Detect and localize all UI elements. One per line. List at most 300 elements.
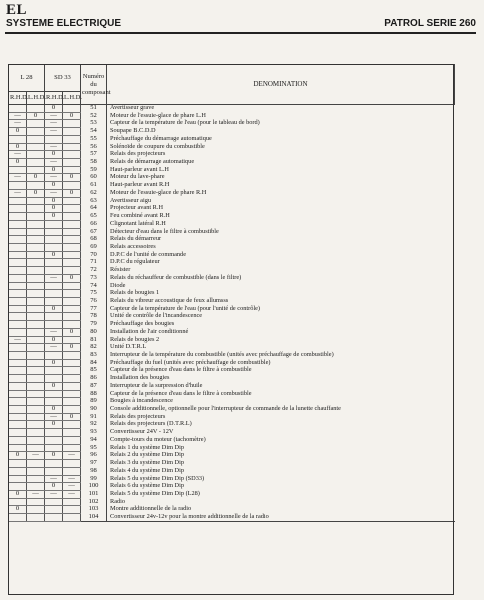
applicability-cell xyxy=(63,205,81,213)
applicability-cell xyxy=(27,475,45,483)
component-denomination: D.P.C du régulateur xyxy=(110,258,160,266)
component-number: 68 xyxy=(81,236,107,244)
table-row xyxy=(9,413,455,421)
table-row xyxy=(9,436,455,444)
table-row xyxy=(9,328,455,336)
applicability-cell xyxy=(27,290,45,298)
component-denomination: Relais 4 du système Dim Dip xyxy=(110,466,184,474)
applicability-cell xyxy=(9,267,27,275)
applicability-cell xyxy=(27,305,45,313)
component-denomination: Détecteur d'eau dans le filtre à combustible xyxy=(110,227,219,235)
applicability-cell: 0 xyxy=(45,359,63,367)
applicability-cell xyxy=(63,367,81,375)
component-number: 56 xyxy=(81,143,107,151)
component-number: 88 xyxy=(81,390,107,398)
component-number: 82 xyxy=(81,344,107,352)
applicability-cell xyxy=(63,143,81,151)
component-number: 86 xyxy=(81,375,107,383)
component-number: 92 xyxy=(81,421,107,429)
subcol-l28-rhd: R.H.D. xyxy=(9,92,27,105)
applicability-cell xyxy=(63,282,81,290)
component-denomination: Installation des bougies xyxy=(110,374,170,382)
component-denomination: Projecteur avant R.H xyxy=(110,204,163,212)
component-denomination: Relais de démarrage automatique xyxy=(110,158,195,166)
applicability-cell: — xyxy=(63,483,81,491)
applicability-cell xyxy=(45,460,63,468)
applicability-cell xyxy=(9,213,27,221)
applicability-cell xyxy=(63,220,81,228)
applicability-cell: 0 xyxy=(45,213,63,221)
applicability-cell: 0 xyxy=(9,143,27,151)
component-denomination: Clignotant latéral R.H xyxy=(110,219,166,227)
component-number: 84 xyxy=(81,359,107,367)
component-denomination: Relais des projecteurs xyxy=(110,412,166,420)
applicability-cell xyxy=(63,120,81,128)
component-denomination: Convertisseur 24V - 12V xyxy=(110,428,174,436)
table-row xyxy=(9,514,455,522)
applicability-cell: — xyxy=(45,128,63,136)
applicability-cell xyxy=(27,297,45,305)
table-row xyxy=(9,452,455,460)
table-row xyxy=(9,105,455,113)
applicability-cell xyxy=(9,220,27,228)
component-denomination: Interrupteur de la température du combustible (unités avec préchauffage de combustible) xyxy=(110,351,334,358)
col-sd33-header: SD 33 xyxy=(45,65,81,92)
component-number: 90 xyxy=(81,406,107,414)
component-number: 83 xyxy=(81,352,107,360)
table-row xyxy=(9,220,455,228)
component-number: 103 xyxy=(81,506,107,514)
component-denomination: Relais 1 du système Dim Dip xyxy=(110,443,184,451)
table-row xyxy=(9,406,455,414)
applicability-cell: 0 xyxy=(45,305,63,313)
subcol-l28-lhd: L.H.D. xyxy=(27,92,45,105)
applicability-cell xyxy=(45,236,63,244)
component-number: 102 xyxy=(81,498,107,506)
applicability-cell: — xyxy=(9,120,27,128)
applicability-cell xyxy=(63,398,81,406)
applicability-cell xyxy=(27,498,45,506)
component-number: 62 xyxy=(81,189,107,197)
applicability-cell xyxy=(45,390,63,398)
component-number: 67 xyxy=(81,228,107,236)
applicability-cell xyxy=(63,467,81,475)
applicability-cell xyxy=(27,460,45,468)
table-row xyxy=(9,282,455,290)
applicability-cell: 0 xyxy=(63,344,81,352)
component-number: 61 xyxy=(81,182,107,190)
applicability-cell xyxy=(63,290,81,298)
applicability-cell xyxy=(63,390,81,398)
applicability-cell xyxy=(63,429,81,437)
applicability-cell: 0 xyxy=(63,189,81,197)
component-number: 63 xyxy=(81,197,107,205)
applicability-cell xyxy=(45,243,63,251)
applicability-cell xyxy=(27,436,45,444)
table-row xyxy=(9,382,455,390)
table-row xyxy=(9,321,455,329)
component-denomination: Moteur du lave-phare xyxy=(110,173,165,181)
component-denomination: Compte-tours du moteur (tachomètre) xyxy=(110,435,206,443)
component-denomination: Relais 5 du système Dim Dip (L28) xyxy=(110,489,200,497)
component-denomination: Moteur de l'essuie-glace de phare L.H xyxy=(110,111,206,119)
component-number: 77 xyxy=(81,305,107,313)
applicability-cell xyxy=(27,421,45,429)
applicability-cell xyxy=(27,467,45,475)
applicability-cell xyxy=(63,159,81,167)
applicability-cell xyxy=(27,375,45,383)
applicability-cell xyxy=(63,421,81,429)
component-denomination: Relais de bougies 2 xyxy=(110,335,160,343)
applicability-cell: — xyxy=(45,328,63,336)
applicability-cell: 0 xyxy=(27,189,45,197)
component-denomination: Relais 5 du système Dim Dip (SD33) xyxy=(110,474,205,482)
applicability-cell: 0 xyxy=(45,452,63,460)
component-number: 97 xyxy=(81,460,107,468)
table-row xyxy=(9,120,455,128)
section-title: SYSTEME ELECTRIQUE xyxy=(6,18,122,29)
applicability-cell xyxy=(27,367,45,375)
applicability-cell xyxy=(27,390,45,398)
component-denomination: Capteur de la présence d'eau dans le filtre à combustible xyxy=(110,366,252,374)
applicability-cell: — xyxy=(9,189,27,197)
component-number: 76 xyxy=(81,297,107,305)
component-number: 96 xyxy=(81,452,107,460)
applicability-cell xyxy=(27,236,45,244)
component-number: 87 xyxy=(81,382,107,390)
applicability-cell xyxy=(27,151,45,159)
applicability-cell xyxy=(45,282,63,290)
component-number: 58 xyxy=(81,159,107,167)
table-row xyxy=(9,498,455,506)
applicability-cell: 0 xyxy=(27,112,45,120)
applicability-cell xyxy=(45,506,63,514)
applicability-cell xyxy=(9,421,27,429)
applicability-cell xyxy=(63,506,81,514)
applicability-cell xyxy=(9,390,27,398)
applicability-cell: 0 xyxy=(63,112,81,120)
applicability-cell xyxy=(63,359,81,367)
component-denomination: Préchauffage des bougies xyxy=(110,320,175,328)
applicability-cell xyxy=(9,205,27,213)
applicability-cell xyxy=(63,514,81,522)
component-denomination: Préchauffage du démarrage automatique xyxy=(110,134,212,142)
component-number: 74 xyxy=(81,282,107,290)
component-denomination: Avertisseur aigu xyxy=(110,196,151,204)
applicability-cell: 0 xyxy=(9,159,27,167)
component-denomination: Capteur de la présence d'eau dans le filtre à combustible xyxy=(110,389,252,397)
applicability-cell: 0 xyxy=(45,151,63,159)
table-row xyxy=(9,490,455,498)
component-number: 65 xyxy=(81,213,107,221)
applicability-cell: — xyxy=(63,452,81,460)
applicability-cell: — xyxy=(27,490,45,498)
applicability-cell xyxy=(9,328,27,336)
table-body xyxy=(9,105,455,522)
applicability-cell xyxy=(27,135,45,143)
table-row xyxy=(9,236,455,244)
applicability-cell xyxy=(27,128,45,136)
table-row xyxy=(9,228,455,236)
applicability-cell: 0 xyxy=(45,182,63,190)
applicability-cell xyxy=(63,460,81,468)
applicability-cell: — xyxy=(45,274,63,282)
applicability-cell: — xyxy=(45,159,63,167)
applicability-cell: 0 xyxy=(45,421,63,429)
table-row xyxy=(9,483,455,491)
component-denomination: Relais des projecteurs xyxy=(110,150,166,158)
applicability-cell: — xyxy=(45,112,63,120)
component-number: 95 xyxy=(81,444,107,452)
component-number: 60 xyxy=(81,174,107,182)
applicability-cell: 0 xyxy=(45,105,63,113)
applicability-cell: — xyxy=(45,413,63,421)
table-row xyxy=(9,274,455,282)
applicability-cell xyxy=(27,336,45,344)
table-row xyxy=(9,375,455,383)
applicability-cell: — xyxy=(45,344,63,352)
applicability-cell xyxy=(45,467,63,475)
applicability-cell xyxy=(9,359,27,367)
applicability-cell xyxy=(27,120,45,128)
component-number: 91 xyxy=(81,413,107,421)
applicability-cell: 0 xyxy=(63,413,81,421)
component-denomination: Unité D.T.R.L xyxy=(110,343,147,351)
component-number: 98 xyxy=(81,467,107,475)
table-row xyxy=(9,174,455,182)
applicability-cell xyxy=(27,205,45,213)
table-row xyxy=(9,290,455,298)
applicability-cell xyxy=(9,297,27,305)
applicability-cell: — xyxy=(45,174,63,182)
applicability-cell xyxy=(9,251,27,259)
component-denomination: Relais de bougies 1 xyxy=(110,289,160,297)
applicability-cell xyxy=(9,305,27,313)
applicability-cell xyxy=(45,290,63,298)
applicability-cell xyxy=(63,135,81,143)
applicability-cell xyxy=(63,498,81,506)
applicability-cell xyxy=(45,436,63,444)
component-denomination: Relais du vibreur accoustique de feux allumsss xyxy=(110,296,229,304)
component-number: 94 xyxy=(81,436,107,444)
applicability-cell: — xyxy=(45,143,63,151)
table-row xyxy=(9,213,455,221)
component-denomination: Unité de contrôle de l'incandescence xyxy=(110,312,203,320)
table-row xyxy=(9,159,455,167)
applicability-cell xyxy=(63,375,81,383)
component-denomination: Interrupteur de la surpression d'huile xyxy=(110,381,203,389)
component-number: 55 xyxy=(81,135,107,143)
table-row xyxy=(9,390,455,398)
applicability-cell xyxy=(27,267,45,275)
component-denomination: Diode xyxy=(110,281,126,289)
applicability-cell xyxy=(9,236,27,244)
component-denomination: Console additionnelle, optionnelle pour l'interrupteur de commande de la lunette chauffante xyxy=(110,405,341,413)
applicability-cell xyxy=(27,406,45,414)
applicability-cell: 0 xyxy=(45,336,63,344)
applicability-cell xyxy=(45,498,63,506)
applicability-cell: 0 xyxy=(45,205,63,213)
applicability-cell xyxy=(63,251,81,259)
applicability-cell xyxy=(9,514,27,522)
component-number: 69 xyxy=(81,243,107,251)
applicability-cell xyxy=(27,243,45,251)
component-denomination: Installation de l'air conditionné xyxy=(110,327,189,335)
applicability-cell xyxy=(27,321,45,329)
component-denomination: Préchauffage du fuel (unités avec préchauffage de combustible) xyxy=(110,358,271,366)
applicability-cell xyxy=(27,398,45,406)
component-denomination: Relais du démarreur xyxy=(110,235,162,243)
table-row xyxy=(9,259,455,267)
applicability-cell xyxy=(27,259,45,267)
applicability-cell xyxy=(27,506,45,514)
applicability-cell xyxy=(9,290,27,298)
applicability-cell xyxy=(45,429,63,437)
table-row xyxy=(9,151,455,159)
component-number: 101 xyxy=(81,490,107,498)
applicability-cell xyxy=(9,367,27,375)
applicability-cell: — xyxy=(9,151,27,159)
component-denomination: Relais accessoires xyxy=(110,242,156,250)
component-number: 64 xyxy=(81,205,107,213)
applicability-cell xyxy=(27,213,45,221)
applicability-cell xyxy=(9,243,27,251)
applicability-cell xyxy=(9,406,27,414)
component-number: 75 xyxy=(81,290,107,298)
component-number: 52 xyxy=(81,112,107,120)
applicability-cell xyxy=(27,429,45,437)
applicability-cell xyxy=(27,328,45,336)
component-number: 93 xyxy=(81,429,107,437)
component-number: 72 xyxy=(81,267,107,275)
applicability-cell: — xyxy=(63,475,81,483)
applicability-cell: 0 xyxy=(45,382,63,390)
applicability-cell xyxy=(27,220,45,228)
applicability-cell: 0 xyxy=(9,506,27,514)
applicability-cell: 0 xyxy=(9,452,27,460)
table-row xyxy=(9,243,455,251)
component-denomination: Relais 2 du système Dim Dip xyxy=(110,451,184,459)
applicability-cell xyxy=(9,413,27,421)
applicability-cell xyxy=(9,274,27,282)
applicability-cell xyxy=(63,213,81,221)
applicability-cell xyxy=(27,143,45,151)
applicability-cell xyxy=(63,259,81,267)
table-row xyxy=(9,197,455,205)
applicability-cell xyxy=(45,313,63,321)
model-title: PATROL SERIE 260 xyxy=(384,18,476,29)
table-row xyxy=(9,421,455,429)
applicability-cell xyxy=(9,321,27,329)
applicability-cell xyxy=(9,352,27,360)
applicability-cell: — xyxy=(45,490,63,498)
applicability-cell xyxy=(27,359,45,367)
header-rule xyxy=(5,32,476,34)
component-denomination: Haut-parleur avant L.H xyxy=(110,165,169,173)
component-denomination: Relais des projecteurs (D.T.R.L) xyxy=(110,420,192,428)
component-number: 53 xyxy=(81,120,107,128)
table-row xyxy=(9,460,455,468)
applicability-cell xyxy=(45,514,63,522)
applicability-cell: 0 xyxy=(45,251,63,259)
applicability-cell: — xyxy=(45,475,63,483)
table-row xyxy=(9,367,455,375)
component-denomination: D.P.C de l'unité de commande xyxy=(110,250,186,258)
component-number: 100 xyxy=(81,483,107,491)
section-code: EL xyxy=(6,2,28,18)
applicability-cell xyxy=(9,344,27,352)
applicability-cell xyxy=(9,282,27,290)
component-denomination: Radio xyxy=(110,497,126,505)
applicability-cell: 0 xyxy=(9,128,27,136)
applicability-cell: 0 xyxy=(27,174,45,182)
table-row xyxy=(9,205,455,213)
applicability-cell xyxy=(27,228,45,236)
table-row xyxy=(9,166,455,174)
applicability-cell xyxy=(63,436,81,444)
applicability-cell xyxy=(9,197,27,205)
applicability-cell xyxy=(9,475,27,483)
applicability-cell: — xyxy=(27,452,45,460)
component-denomination: Résister xyxy=(110,266,131,274)
applicability-cell: — xyxy=(45,120,63,128)
component-denomination: Bougies à incandescence xyxy=(110,397,173,405)
applicability-cell xyxy=(27,382,45,390)
applicability-cell xyxy=(9,382,27,390)
applicability-cell xyxy=(63,151,81,159)
component-denomination: Montre additionnelle de la radio xyxy=(110,505,192,513)
applicability-cell: — xyxy=(63,490,81,498)
table-row xyxy=(9,313,455,321)
table-row xyxy=(9,467,455,475)
component-number: 79 xyxy=(81,321,107,329)
component-table xyxy=(8,64,455,522)
applicability-cell: 0 xyxy=(63,174,81,182)
component-denomination: Relais 6 du système Dim Dip xyxy=(110,482,184,490)
table-row xyxy=(9,251,455,259)
component-denomination: Capteur de la température de l'eau (pour le tableau de bord) xyxy=(110,119,260,127)
applicability-cell: 0 xyxy=(63,274,81,282)
applicability-cell: 0 xyxy=(63,328,81,336)
table-row xyxy=(9,336,455,344)
table-row xyxy=(9,444,455,452)
applicability-cell xyxy=(27,274,45,282)
col-denomination-header: DENOMINATION xyxy=(107,65,455,105)
component-denomination: Capteur de la température de l'eau (pour l'unité de contrôle) xyxy=(110,304,261,312)
component-number: 80 xyxy=(81,328,107,336)
component-denomination: Solénoïde de coupure du combustible xyxy=(110,142,205,150)
component-denomination: Relais 3 du système Dim Dip xyxy=(110,459,184,467)
applicability-cell xyxy=(45,135,63,143)
applicability-cell xyxy=(9,375,27,383)
table-row xyxy=(9,189,455,197)
component-number: 85 xyxy=(81,367,107,375)
table-row xyxy=(9,128,455,136)
applicability-cell xyxy=(9,460,27,468)
applicability-cell xyxy=(45,367,63,375)
component-number: 71 xyxy=(81,259,107,267)
applicability-cell: 0 xyxy=(9,490,27,498)
applicability-cell xyxy=(63,228,81,236)
table-row xyxy=(9,182,455,190)
component-denomination: Moteur de l'essuie-glace de phare R.H xyxy=(110,188,207,196)
applicability-cell xyxy=(63,197,81,205)
component-number: 81 xyxy=(81,336,107,344)
applicability-cell xyxy=(63,352,81,360)
component-number: 66 xyxy=(81,220,107,228)
applicability-cell xyxy=(9,259,27,267)
applicability-cell: 0 xyxy=(45,406,63,414)
